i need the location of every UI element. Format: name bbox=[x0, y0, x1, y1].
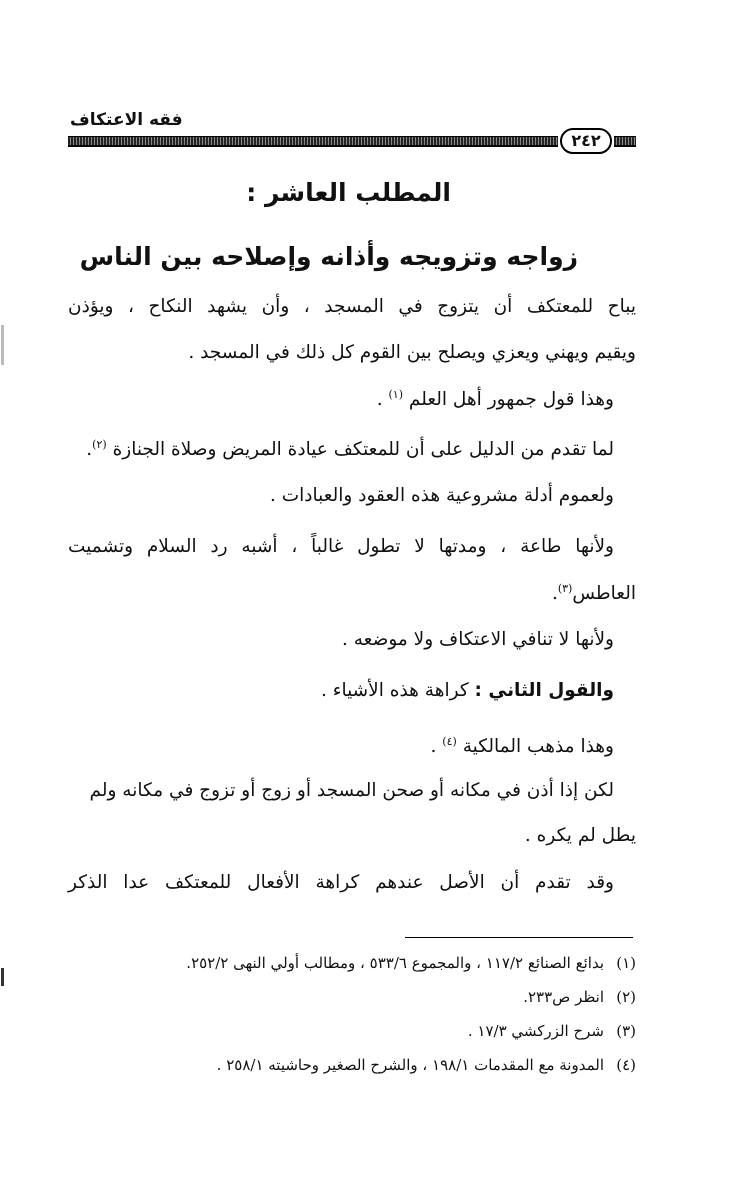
footnote-ref-2: (٢) bbox=[92, 438, 107, 451]
footnote-3 bbox=[468, 1020, 636, 1042]
footnote-4 bbox=[217, 1054, 636, 1076]
paragraph-line-2: ويقيم ويهني ويعزي ويصلح بين القوم كل ذلك في المسجد . bbox=[188, 342, 636, 363]
scan-edge-mark bbox=[1, 325, 4, 365]
section-subtitle: زواجه وتزويجه وأذانه وإصلاحه بين الناس bbox=[79, 242, 578, 271]
footnote-separator bbox=[405, 937, 633, 938]
header-rule bbox=[68, 136, 558, 147]
line-9-text: كراهة هذه الأشياء . bbox=[321, 680, 475, 701]
footnote-3-text: شرح الزركشي ١٧/٣ . bbox=[467, 1022, 604, 1040]
paragraph-line-3 bbox=[377, 382, 614, 413]
section-title: المطلب العاشر : bbox=[246, 178, 451, 207]
header-rule-right bbox=[614, 136, 636, 147]
footnote-ref-1: (١) bbox=[388, 388, 403, 401]
line-4-text: لما تقدم من الدليل على أن للمعتكف عيادة المريض وصلاة الجنازة bbox=[112, 439, 614, 461]
footnote-ref-4: (٤) bbox=[442, 735, 457, 748]
paragraph-line-9 bbox=[321, 678, 614, 704]
line-10-end: . bbox=[430, 736, 443, 758]
running-title: فقه الاعتكاف bbox=[70, 110, 183, 130]
paragraph-line-8: ولأنها لا تنافي الاعتكاف ولا موضعه . bbox=[342, 629, 614, 650]
footnote-2-text: انظر ص٢٣٣. bbox=[523, 988, 604, 1006]
paragraph-line-5: ولعموم أدلة مشروعية هذه العقود والعبادات . bbox=[269, 485, 614, 506]
paragraph-line-11: لكن إذا أذن في مكانه أو صحن المسجد أو زوج أو تزوج في مكانه ولم bbox=[89, 780, 614, 801]
footnote-3-number: (٣) bbox=[616, 1022, 636, 1040]
footnote-4-number: (٤) bbox=[616, 1056, 636, 1074]
footnote-ref-3: (٣) bbox=[557, 582, 573, 595]
scan-edge-mark bbox=[1, 968, 4, 986]
line-7-end: . bbox=[551, 583, 558, 605]
paragraph-line-1: يباح للمعتكف أن يتزوج في المسجد ، وأن يشهد النكاح ، ويؤذن bbox=[68, 296, 636, 317]
page-number: ٢٤٢ bbox=[560, 128, 612, 154]
footnote-2 bbox=[523, 986, 636, 1008]
line-3-text: وهذا قول جمهور أهل العلم bbox=[408, 389, 614, 411]
paragraph-line-12: يطل لم يكره . bbox=[524, 825, 636, 846]
paragraph-line-13: وقد تقدم أن الأصل عندهم كراهة الأفعال للمعتكف عدا الذكر bbox=[68, 872, 614, 893]
footnote-2-number: (٢) bbox=[616, 988, 636, 1006]
footnote-1 bbox=[186, 952, 636, 974]
footnote-4-text: المدونة مع المقدمات ١٩٨/١ ، والشرح الصغير وحاشيته ٢٥٨/١ . bbox=[216, 1056, 604, 1074]
line-4-end: . bbox=[86, 439, 93, 461]
paragraph-line-10 bbox=[431, 729, 614, 760]
second-opinion-label: والقول الثاني : bbox=[474, 680, 614, 701]
line-3-end: . bbox=[376, 389, 389, 411]
paragraph-line-6: ولأنها طاعة ، ومدتها لا تطول غالباً ، أشبه رد السلام وتشميت bbox=[68, 536, 614, 557]
footnote-1-text: بدائع الصنائع ١١٧/٢ ، والمجموع ٥٣٣/٦ ، ومطالب أولي النهى ٢٥٢/٢. bbox=[186, 954, 604, 972]
paragraph-line-4 bbox=[86, 432, 614, 463]
line-7-text: العاطس bbox=[572, 583, 636, 605]
paragraph-line-7 bbox=[552, 576, 636, 607]
footnote-1-number: (١) bbox=[616, 954, 636, 972]
line-10-text: وهذا مذهب المالكية bbox=[462, 736, 614, 758]
